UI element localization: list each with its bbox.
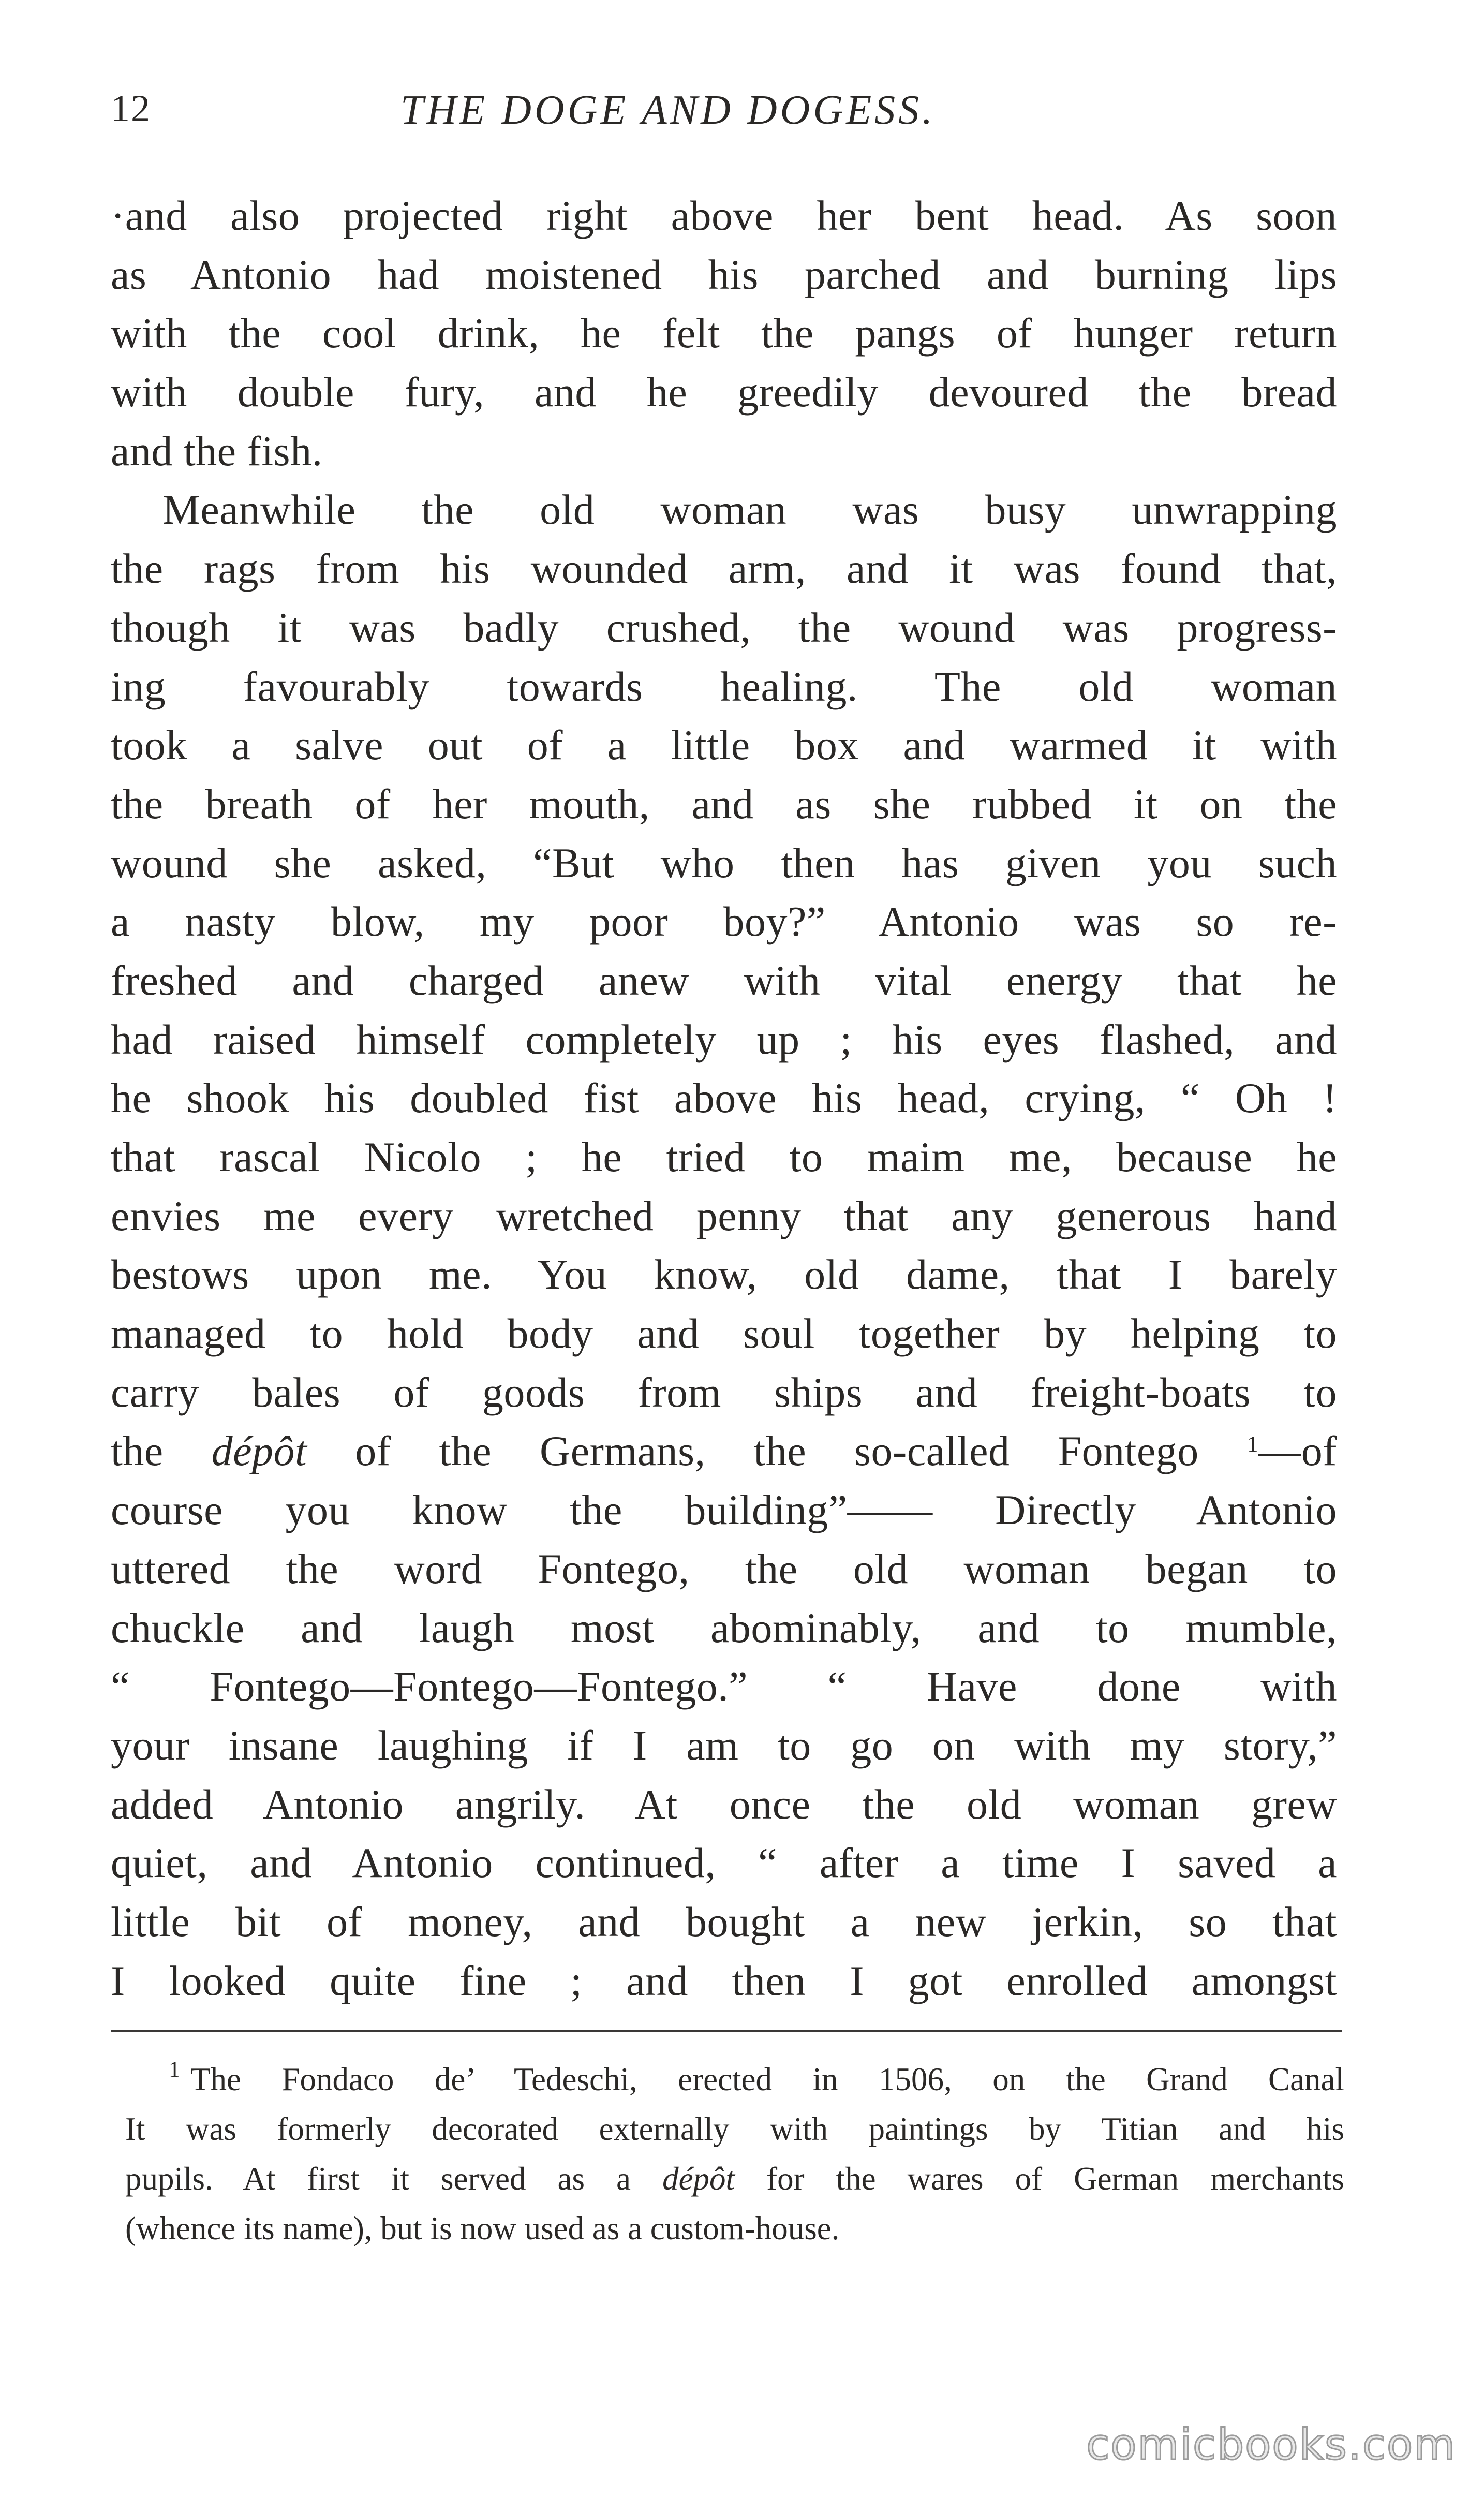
text-line: carry bales of goods from ships and freight-boats to [111, 1368, 1337, 1416]
body-text [111, 186, 1337, 2010]
italic-word: dépôt [211, 1427, 307, 1475]
footnote [125, 2054, 1344, 2253]
text-line: with double fury, and he greedily devoured the bread [111, 368, 1337, 416]
running-head [111, 87, 1353, 144]
footnote-line [125, 2054, 1344, 2104]
text-line: the rags from his wounded arm, and it was found that, [111, 545, 1337, 593]
text-run: of the Germans, the so-called Fontego [307, 1427, 1247, 1475]
footnote-line [125, 2154, 1344, 2204]
text-run: the [111, 1427, 212, 1475]
text-line: envies me every wretched penny that any generous hand [111, 1192, 1337, 1239]
text-line: the breath of her mouth, and as she rubbed it on the [111, 780, 1337, 827]
text-line: ing favourably towards healing. The old woman [111, 662, 1337, 710]
text-line: “ Fontego—Fontego—Fontego.” “ Have done with [111, 1663, 1337, 1710]
text-line [111, 1422, 1337, 1481]
text-line: wound she asked, “But who then has given you such [111, 839, 1337, 886]
text-line: and the fish. [111, 427, 323, 475]
text-line: freshed and charged anew with vital energy that he [111, 956, 1337, 1004]
text-line: though it was badly crushed, the wound was progress- [111, 603, 1337, 651]
text-line: uttered the word Fontego, the old woman began to [111, 1545, 1337, 1592]
text-line: he shook his doubled fist above his head, crying, “ Oh ! [111, 1074, 1337, 1122]
footnote-marker: 1 [169, 2057, 180, 2082]
text-line: your insane laughing if I am to go on with my story,” [111, 1721, 1337, 1769]
footnote-divider [111, 2030, 1342, 2032]
italic-word: dépôt [662, 2161, 735, 2197]
footnote-reference[interactable]: 1 [1246, 1431, 1259, 1457]
text-run: pupils. At first it served as a [125, 2161, 663, 2197]
page-number: 12 [111, 87, 151, 130]
text-line: little bit of money, and bought a new jerkin, so that [111, 1898, 1337, 1945]
running-title: THE DOGE AND DOGESS. [400, 87, 936, 133]
text-run: —of [1258, 1427, 1337, 1475]
text-line: as Antonio had moistened his parched and burning lips [111, 250, 1337, 298]
footnote-line: (whence its name), but is now used as a custom-house. [125, 2210, 840, 2246]
text-line: quiet, and Antonio continued, “ after a time I saved a [111, 1839, 1337, 1887]
text-line: had raised himself completely up ; his eyes flashed, and [111, 1015, 1337, 1063]
text-line: managed to hold body and soul together by helping to [111, 1310, 1337, 1357]
text-line: that rascal Nicolo ; he tried to maim me, because he [111, 1133, 1337, 1180]
watermark: comicbooks.com [1086, 2420, 1456, 2470]
text-line: Meanwhile the old woman was busy unwrapping [162, 486, 1337, 534]
text-line: bestows upon me. You know, old dame, that I barely [111, 1251, 1337, 1298]
text-run: The Fondaco de’ Tedeschi, erected in 1506, on the Grand Canal [190, 2061, 1344, 2097]
text-run: for the wares of German merchants [735, 2161, 1344, 2197]
text-line: a nasty blow, my poor boy?” Antonio was so re- [111, 898, 1337, 945]
text-line: ·and also projected right above her bent head. As soon [111, 192, 1337, 239]
text-line: chuckle and laugh most abominably, and to mumble, [111, 1604, 1337, 1651]
text-line: I looked quite fine ; and then I got enrolled amongst [111, 1957, 1337, 2004]
text-line: took a salve out of a little box and warmed it with [111, 721, 1337, 769]
text-line: added Antonio angrily. At once the old woman grew [111, 1780, 1337, 1828]
text-line: with the cool drink, he felt the pangs of hunger return [111, 309, 1337, 357]
footnote-line: It was formerly decorated externally with paintings by Titian and his [125, 2111, 1344, 2147]
text-line: course you know the building”—— Directly Antonio [111, 1486, 1337, 1534]
